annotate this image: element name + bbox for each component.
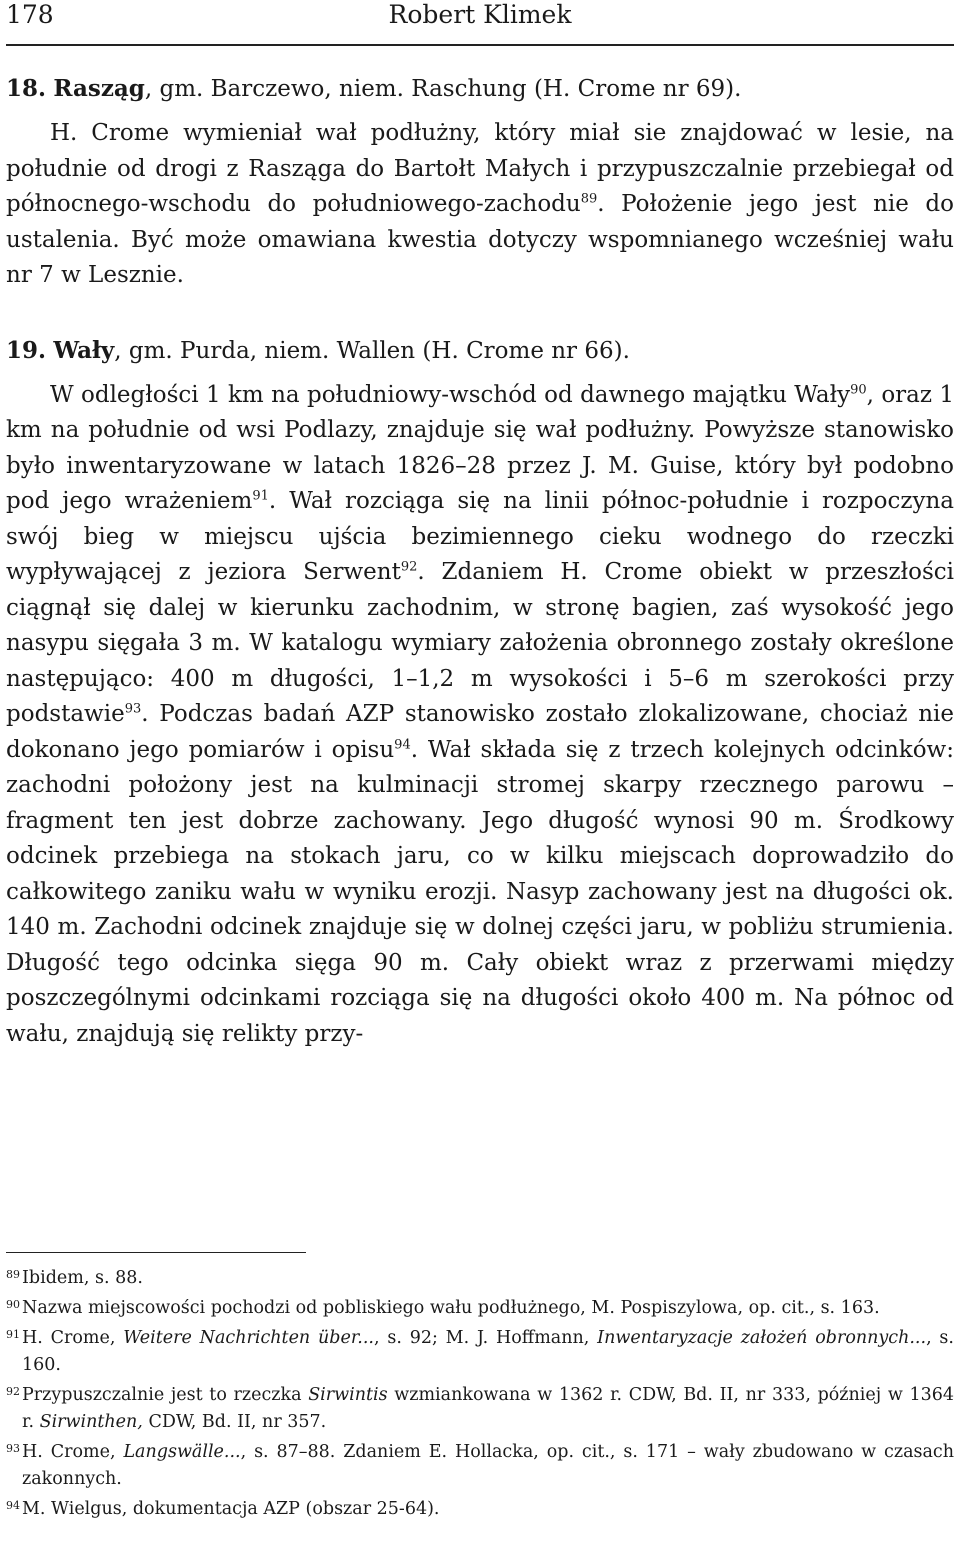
footnote: 89 Ibidem, s. 88. (6, 1268, 143, 1288)
entry-19-name: Wały (53, 336, 115, 364)
entry-19-number: 19. (6, 336, 47, 364)
entry-18-name: Rasząg (53, 75, 145, 102)
footnote-ref-90[interactable]: 90 (850, 381, 867, 397)
footnote-ref-94[interactable]: 94 (394, 736, 411, 752)
footnote-separator (6, 1252, 306, 1253)
page-header (6, 0, 954, 40)
footnote-ref-89[interactable]: 89 (580, 191, 598, 207)
footnotes (6, 1265, 954, 1523)
page-number: 178 (6, 0, 54, 29)
entry-18-heading (6, 72, 954, 106)
footnote-ref-91[interactable]: 91 (252, 488, 269, 504)
entry-19-paragraph: W odległości 1 km na południowy-wschód od dawnego majątku Wały$^{90}$, oraz 1 km na południe od wsi Podlazy, znajduje się wał podłużny. Powyższe stanowisko było inwentaryzowane w latach 1826–28 przez J. M. Guise, który był podobno pod jego wrażeniem$^{91}$. Wał rozciąga się na linii północ-południe i rozpoczyna swój bieg w miejscu ujścia bezimiennego cieku wodnego do rzeczki wypływającej z jeziora Serwent$^{92}$. Zdaniem H. Crome obiekt w przeszłości ciągnął się dalej w kierunku zachodnim, w stronę bagien, zaś wysokość jego nasypu sięgała 3 m. W katalogu wymiary założenia obronnego zostały określone następująco: 400 m długości, 1–1,2 m wysokości i 5–6 m szerokości przy podstawie$^{93}$. Podczas badań AZP stanowisko zostało zlokalizowane, chociaż nie dokonano jego pomiarów i opisu$^{94}$. Wał składa się z trzech kolejnych odcinków: zachodni położony jest na kulminacji stromej skarpy rzecznego parowu – fragment ten jest dobrze zachowany. Jego długość wynosi 90 m. Środkowy odcinek przebiega na stokach jaru, co w kilku miejscach doprowadziło do całkowitego zaniku wału w wyniku erozji. Nasyp zachowany jest na długości ok. 140 m. Zachodni odcinek znajduje się w dolnej części jaru, w pobliżu strumienia. Długość tego odcinka sięga 90 m. Cały obiekt wraz z przerwami między poszczególnymi odcinkami rozciąga się na długości około 400 m. Na północ od wału, znajdują się relikty przy- (6, 381, 954, 1047)
entry-18-paragraph: H. Crome wymieniał wał podłużny, który miał sie znajdować w lesie, na południe od drogi z Rasząga do Bartołt Małych i przypuszczalnie przebiegał od północnego-wschodu do południowego-zachodu$^{89}$. Położenie jego jest nie do ustalenia. Być może omawiana kwestia dotyczy wspomnianego wcześniej wału nr 7 w Lesznie. (6, 120, 954, 288)
footnote: 92 Przypuszczalnie jest to rzeczka Sirwintis wzmiankowana w 1362 r. CDW, Bd. II, nr 333, później w 1364 r. Sirwinthen, CDW, Bd. II, nr 357. (6, 1385, 954, 1432)
footnote: 90 Nazwa miejscowości pochodzi od pobliskiego wału podłużnego, M. Pospiszylowa, op. cit., s. 163. (6, 1298, 880, 1318)
footnote: 93 H. Crome, Langswälle..., s. 87–88. Zdaniem E. Hollacka, op. cit., s. 171 – wały zbudowano w czasach zakonnych. (6, 1442, 954, 1489)
entry-19-details: , gm. Purda, niem. Wallen (H. Crome nr 66). (114, 337, 630, 364)
entry-18-details: , gm. Barczewo, niem. Raschung (H. Crome nr 69). (144, 76, 742, 102)
running-head: Robert Klimek (388, 0, 572, 29)
footnote: 91 H. Crome, Weitere Nachrichten über..., s. 92; M. J. Hoffmann, Inwentaryzacje założeń obronnych..., s. 160. (6, 1328, 954, 1375)
footnote: 94 M. Wielgus, dokumentacja AZP (obszar 25-64). (6, 1499, 440, 1519)
entry-18-number: 18. (6, 75, 47, 102)
footnote-ref-93[interactable]: 93 (124, 701, 142, 717)
header-rule (6, 44, 954, 46)
footnote-ref-92[interactable]: 92 (400, 559, 418, 575)
entry-19-heading (6, 334, 954, 368)
